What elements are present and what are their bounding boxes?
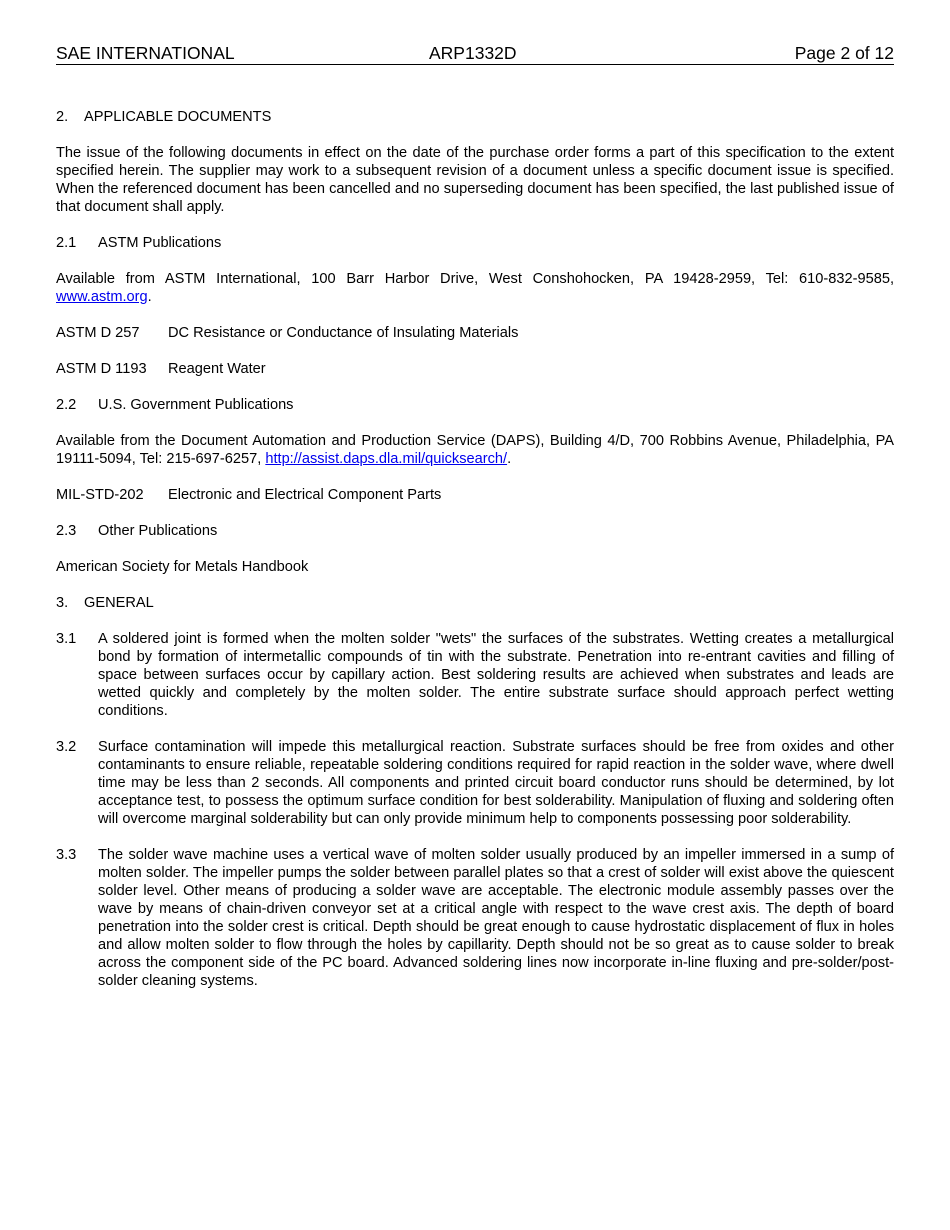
paragraph-3-2 <box>56 738 894 828</box>
section-2-title: APPLICABLE DOCUMENTS <box>84 109 272 125</box>
daps-link-period: . <box>507 451 512 467</box>
reference-astm-d1193 <box>56 360 894 378</box>
section-2-heading <box>56 108 894 126</box>
daps-availability <box>56 432 894 468</box>
reference-title: Electronic and Electrical Component Parts <box>168 487 442 503</box>
paragraph-3-3 <box>56 846 894 990</box>
reference-code: ASTM D 257 <box>56 325 140 341</box>
reference-title: DC Resistance or Conductance of Insulating Materials <box>168 325 519 341</box>
astm-link-period: . <box>147 289 152 305</box>
section-2-3-number: 2.3 <box>56 523 77 539</box>
paragraph-number: 3.3 <box>56 847 77 863</box>
section-2-2-heading <box>56 396 894 414</box>
paragraph-number: 3.1 <box>56 631 77 647</box>
header-page-number: Page 2 of 12 <box>794 43 894 63</box>
page-header <box>56 43 894 65</box>
document-page <box>56 43 894 1008</box>
paragraph-number: 3.2 <box>56 739 77 755</box>
section-2-intro: The issue of the following documents in effect on the date of the purchase order forms a part of this specification to the extent specified herein. The supplier may work to a subsequent revision of a document unless a specific document issue is specified. When the referenced document has been cancelled and no superseding document has been specified, the last published issue of that document shall apply. <box>56 145 894 215</box>
section-3-number: 3. <box>56 595 69 611</box>
paragraph-3-1 <box>56 630 894 720</box>
section-2-1-title: ASTM Publications <box>98 235 222 251</box>
section-2-3-title: Other Publications <box>98 523 218 539</box>
page-content <box>56 108 894 990</box>
astm-availability <box>56 270 894 306</box>
section-3-title: GENERAL <box>84 595 154 611</box>
paragraph-text: A soldered joint is formed when the molten solder "wets" the surfaces of the substrates. Wetting creates a metallurgical bond by formation of intermetallic compounds of tin with the substrate. Penetration into re-entrant cavities and filling of space between surfaces occur by capillary action. Best soldering results are achieved when substrates and leads are wetted quickly and completely by the molten solder. The entire substrate surface should approach perfect wetting conditions. <box>98 631 894 719</box>
section-2-1-number: 2.1 <box>56 235 77 251</box>
daps-link[interactable]: http://assist.daps.dla.mil/quicksearch/ <box>265 451 508 467</box>
astm-link[interactable]: www.astm.org <box>56 289 148 305</box>
daps-availability-text: Available from the Document Automation and Production Service (DAPS), Building 4/D, 700 Robbins Avenue, Philadelphia, PA 19111-5094, Tel: 215-697-6257, <box>56 433 894 467</box>
section-2-3-heading <box>56 522 894 540</box>
section-2-number: 2. <box>56 109 69 125</box>
section-2-1-heading <box>56 234 894 252</box>
reference-asm-handbook: American Society for Metals Handbook <box>56 559 309 575</box>
reference-astm-d257 <box>56 324 894 342</box>
reference-code: ASTM D 1193 <box>56 361 147 377</box>
header-org: SAE INTERNATIONAL <box>56 43 235 63</box>
section-2-2-title: U.S. Government Publications <box>98 397 294 413</box>
paragraph-text: The solder wave machine uses a vertical wave of molten solder usually produced by an impeller immersed in a sump of molten solder. The impeller pumps the solder between parallel plates so that a crest of solder will exist above the quiescent solder level. Other means of producing a solder wave are acceptable. The electronic module assembly passes over the wave by means of chain-driven conveyor set at a critical angle with respect to the wave crest axis. The depth of board penetration into the solder crest is critical. Depth should be great enough to cause hydrostatic displacement of flux in holes and allow molten solder to flow through the holes by capillarity. Depth should not be so great as to cause solder to break across the component side of the PC board. Advanced soldering lines now incorporate in-line fluxing and pre-solder/post-solder cleaning systems. <box>98 847 894 989</box>
section-3-heading <box>56 594 894 612</box>
astm-availability-text: Available from ASTM International, 100 Barr Harbor Drive, West Conshohocken, PA 19428-2959, Tel: 610-832-9585, <box>56 271 894 287</box>
reference-code: MIL-STD-202 <box>56 487 144 503</box>
header-doc-id: ARP1332D <box>429 43 517 63</box>
section-2-2-number: 2.2 <box>56 397 77 413</box>
paragraph-text: Surface contamination will impede this metallurgical reaction. Substrate surfaces should be free from oxides and other contaminants to ensure reliable, repeatable soldering conditions required for rapid reaction in the solder wave, where dwell time may be less than 2 seconds. All components and printed circuit board conductor runs should be determined, by lot acceptance test, to possess the optimum surface condition for best solderability. Manipulation of fluxing and soldering often will overcome marginal solderability but can only provide minimum help to components possessing poor solderability. <box>98 739 894 827</box>
reference-title: Reagent Water <box>168 361 266 377</box>
reference-mil-std-202 <box>56 486 894 504</box>
